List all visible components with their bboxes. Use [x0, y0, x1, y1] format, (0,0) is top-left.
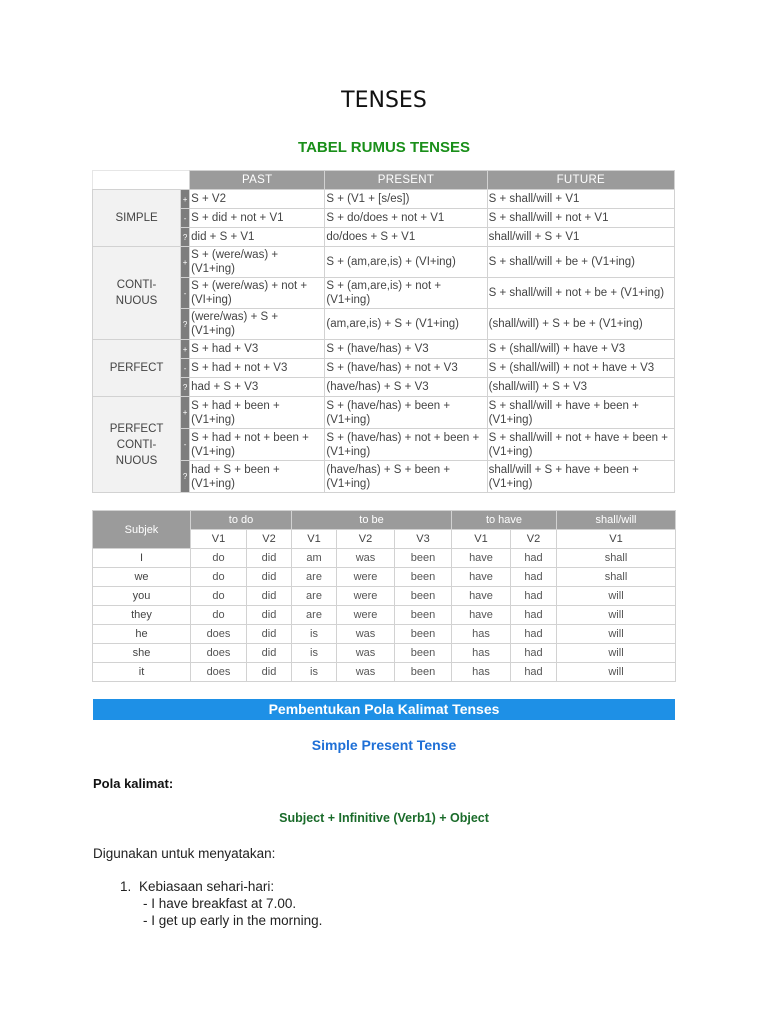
- formula-cell-future: S + shall/will + V1: [487, 190, 674, 209]
- formula-cell-future: S + shall/will + not + have + been + (V1+ing): [487, 429, 674, 461]
- table-row: [93, 549, 676, 568]
- verb-cell: were: [337, 587, 395, 606]
- verb-cell: is: [292, 625, 337, 644]
- example-sentence: - I have breakfast at 7.00.: [143, 896, 297, 911]
- table-title: TABEL RUMUS TENSES: [298, 139, 470, 156]
- tenses-formula-table: [92, 170, 675, 493]
- verb-cell: will: [557, 625, 676, 644]
- formula-cell-future: S + shall/will + have + been + (V1+ing): [487, 397, 674, 429]
- form-symbol: ?: [181, 309, 190, 340]
- tense-row: [93, 278, 675, 309]
- table-row: [93, 587, 676, 606]
- header-present: PRESENT: [325, 171, 487, 190]
- tense-row: [93, 359, 675, 378]
- formula-cell-present: (have/has) + S + been + (V1+ing): [325, 461, 487, 493]
- verb-cell: shall: [557, 549, 676, 568]
- form-symbol: -: [181, 429, 190, 461]
- table-corner: [93, 171, 190, 190]
- verb-cell: has: [452, 644, 511, 663]
- formula-cell-past: did + S + V1: [190, 228, 325, 247]
- verb-cell: were: [337, 606, 395, 625]
- column-header: V2: [337, 530, 395, 549]
- column-header: V1: [292, 530, 337, 549]
- verb-cell: had: [511, 587, 557, 606]
- tense-row: [93, 378, 675, 397]
- example-sentence: - I get up early in the morning.: [143, 913, 323, 928]
- verb-cell: had: [511, 625, 557, 644]
- tense-row: [93, 340, 675, 359]
- tense-row: [93, 209, 675, 228]
- verb-cell: will: [557, 663, 676, 682]
- formula-cell-present: S + (V1 + [s/es]): [325, 190, 487, 209]
- column-header: V1: [557, 530, 676, 549]
- verb-cell: did: [247, 549, 292, 568]
- section-banner: Pembentukan Pola Kalimat Tenses: [93, 699, 675, 720]
- verb-cell: been: [395, 549, 452, 568]
- column-header: V1: [191, 530, 247, 549]
- verb-cell: has: [452, 663, 511, 682]
- formula-cell-future: (shall/will) + S + V3: [487, 378, 674, 397]
- form-symbol: +: [181, 190, 190, 209]
- verb-cell: do: [191, 549, 247, 568]
- verb-cell: have: [452, 606, 511, 625]
- page-title: TENSES: [341, 88, 427, 113]
- verb-cell: had: [511, 663, 557, 682]
- formula-cell-present: S + (have/has) + not + been + (V1+ing): [325, 429, 487, 461]
- group-header-to-be: to be: [292, 511, 452, 530]
- formula-cell-past: S + V2: [190, 190, 325, 209]
- tense-row: [93, 461, 675, 493]
- auxiliary-verbs-table: [92, 510, 676, 682]
- form-symbol: ?: [181, 378, 190, 397]
- list-text: Kebiasaan sehari-hari:: [139, 879, 275, 894]
- formula-cell-present: S + (have/has) + V3: [325, 340, 487, 359]
- verb-cell: been: [395, 587, 452, 606]
- formula-cell-future: S + shall/will + not + be + (V1+ing): [487, 278, 674, 309]
- sentence-formula: Subject + Infinitive (Verb1) + Object: [279, 811, 489, 825]
- column-header: V2: [511, 530, 557, 549]
- formula-cell-past: had + S + been + (V1+ing): [190, 461, 325, 493]
- verb-cell: has: [452, 625, 511, 644]
- group-header-to-do: to do: [191, 511, 292, 530]
- verb-cell: do: [191, 606, 247, 625]
- verb-cell: are: [292, 606, 337, 625]
- verb-cell: am: [292, 549, 337, 568]
- verb-cell: were: [337, 568, 395, 587]
- column-header: V3: [395, 530, 452, 549]
- verb-cell: did: [247, 568, 292, 587]
- form-symbol: -: [181, 209, 190, 228]
- verb-cell: was: [337, 625, 395, 644]
- verb-cell: have: [452, 587, 511, 606]
- column-header: V1: [452, 530, 511, 549]
- formula-cell-present: S + (am,are,is) + (VI+ing): [325, 247, 487, 278]
- subject-cell: he: [93, 625, 191, 644]
- verb-cell: did: [247, 625, 292, 644]
- verb-cell: did: [247, 587, 292, 606]
- verb-cell: did: [247, 644, 292, 663]
- header-past: PAST: [190, 171, 325, 190]
- formula-cell-future: S + shall/will + not + V1: [487, 209, 674, 228]
- formula-cell-past: S + had + been + (V1+ing): [190, 397, 325, 429]
- verb-cell: is: [292, 644, 337, 663]
- subject-cell: I: [93, 549, 191, 568]
- formula-cell-past: S + had + not + been + (V1+ing): [190, 429, 325, 461]
- formula-cell-present: S + (am,are,is) + not + (V1+ing): [325, 278, 487, 309]
- verbs-table-body: [93, 549, 676, 682]
- formula-cell-past: (were/was) + S + (V1+ing): [190, 309, 325, 340]
- subject-cell: you: [93, 587, 191, 606]
- formula-cell-future: S + shall/will + be + (V1+ing): [487, 247, 674, 278]
- tense-row: [93, 190, 675, 209]
- formula-cell-present: (am,are,is) + S + (V1+ing): [325, 309, 487, 340]
- table-row: [93, 663, 676, 682]
- list-item: [120, 878, 322, 895]
- verb-cell: been: [395, 625, 452, 644]
- pola-label: Pola kalimat:: [93, 776, 174, 791]
- table-row: [93, 644, 676, 663]
- subject-cell: we: [93, 568, 191, 587]
- verb-cell: have: [452, 549, 511, 568]
- subject-cell: she: [93, 644, 191, 663]
- form-symbol: ?: [181, 461, 190, 493]
- verb-cell: do: [191, 587, 247, 606]
- subject-header: Subjek: [93, 511, 191, 549]
- form-symbol: +: [181, 247, 190, 278]
- formula-cell-future: shall/will + S + have + been + (V1+ing): [487, 461, 674, 493]
- form-symbol: +: [181, 397, 190, 429]
- verb-cell: had: [511, 644, 557, 663]
- group-header-shall-will: shall/will: [557, 511, 676, 530]
- formula-cell-present: do/does + S + V1: [325, 228, 487, 247]
- formula-cell-present: S + do/does + not + V1: [325, 209, 487, 228]
- verb-cell: been: [395, 663, 452, 682]
- verb-cell: shall: [557, 568, 676, 587]
- formula-cell-past: S + did + not + V1: [190, 209, 325, 228]
- verb-cell: will: [557, 606, 676, 625]
- verb-cell: does: [191, 644, 247, 663]
- verb-cell: been: [395, 606, 452, 625]
- usage-intro: Digunakan untuk menyatakan:: [93, 846, 276, 861]
- verb-cell: been: [395, 644, 452, 663]
- verb-cell: was: [337, 549, 395, 568]
- verb-cell: will: [557, 587, 676, 606]
- verb-cell: have: [452, 568, 511, 587]
- form-symbol: ?: [181, 228, 190, 247]
- form-symbol: -: [181, 278, 190, 309]
- tenses-table-body: [93, 190, 675, 493]
- verb-cell: been: [395, 568, 452, 587]
- column-header: V2: [247, 530, 292, 549]
- usage-list: [120, 878, 322, 929]
- tense-row: [93, 429, 675, 461]
- verb-cell: are: [292, 587, 337, 606]
- formula-cell-past: S + had + V3: [190, 340, 325, 359]
- tense-row: [93, 228, 675, 247]
- verb-cell: was: [337, 644, 395, 663]
- tense-row: [93, 397, 675, 429]
- verb-cell: did: [247, 606, 292, 625]
- tense-row: [93, 247, 675, 278]
- tense-group-label: SIMPLE: [93, 190, 181, 247]
- verb-cell: does: [191, 663, 247, 682]
- verb-cell: had: [511, 606, 557, 625]
- subject-cell: they: [93, 606, 191, 625]
- verb-cell: do: [191, 568, 247, 587]
- formula-cell-present: S + (have/has) + not + V3: [325, 359, 487, 378]
- formula-cell-past: had + S + V3: [190, 378, 325, 397]
- form-symbol: +: [181, 340, 190, 359]
- formula-cell-present: (have/has) + S + V3: [325, 378, 487, 397]
- verb-cell: was: [337, 663, 395, 682]
- group-header-to-have: to have: [452, 511, 557, 530]
- verb-cell: are: [292, 568, 337, 587]
- formula-cell-future: shall/will + S + V1: [487, 228, 674, 247]
- table-row: [93, 606, 676, 625]
- formula-cell-past: S + had + not + V3: [190, 359, 325, 378]
- list-number: 1.: [120, 879, 132, 894]
- verb-cell: had: [511, 549, 557, 568]
- tense-group-label: PERFECT: [93, 340, 181, 397]
- verb-cell: does: [191, 625, 247, 644]
- form-symbol: -: [181, 359, 190, 378]
- table-row: [93, 625, 676, 644]
- formula-cell-past: S + (were/was) + (V1+ing): [190, 247, 325, 278]
- table-row: [93, 568, 676, 587]
- tense-group-label: CONTI- NUOUS: [93, 247, 181, 340]
- section-heading: Simple Present Tense: [311, 737, 457, 753]
- tense-group-label: PERFECT CONTI- NUOUS: [93, 397, 181, 493]
- formula-cell-present: S + (have/has) + been + (V1+ing): [325, 397, 487, 429]
- verb-cell: is: [292, 663, 337, 682]
- header-future: FUTURE: [487, 171, 674, 190]
- verb-cell: did: [247, 663, 292, 682]
- subject-cell: it: [93, 663, 191, 682]
- formula-cell-future: S + (shall/will) + have + V3: [487, 340, 674, 359]
- formula-cell-future: S + (shall/will) + not + have + V3: [487, 359, 674, 378]
- verb-cell: had: [511, 568, 557, 587]
- formula-cell-future: (shall/will) + S + be + (V1+ing): [487, 309, 674, 340]
- verb-cell: will: [557, 644, 676, 663]
- formula-cell-past: S + (were/was) + not + (VI+ing): [190, 278, 325, 309]
- tense-row: [93, 309, 675, 340]
